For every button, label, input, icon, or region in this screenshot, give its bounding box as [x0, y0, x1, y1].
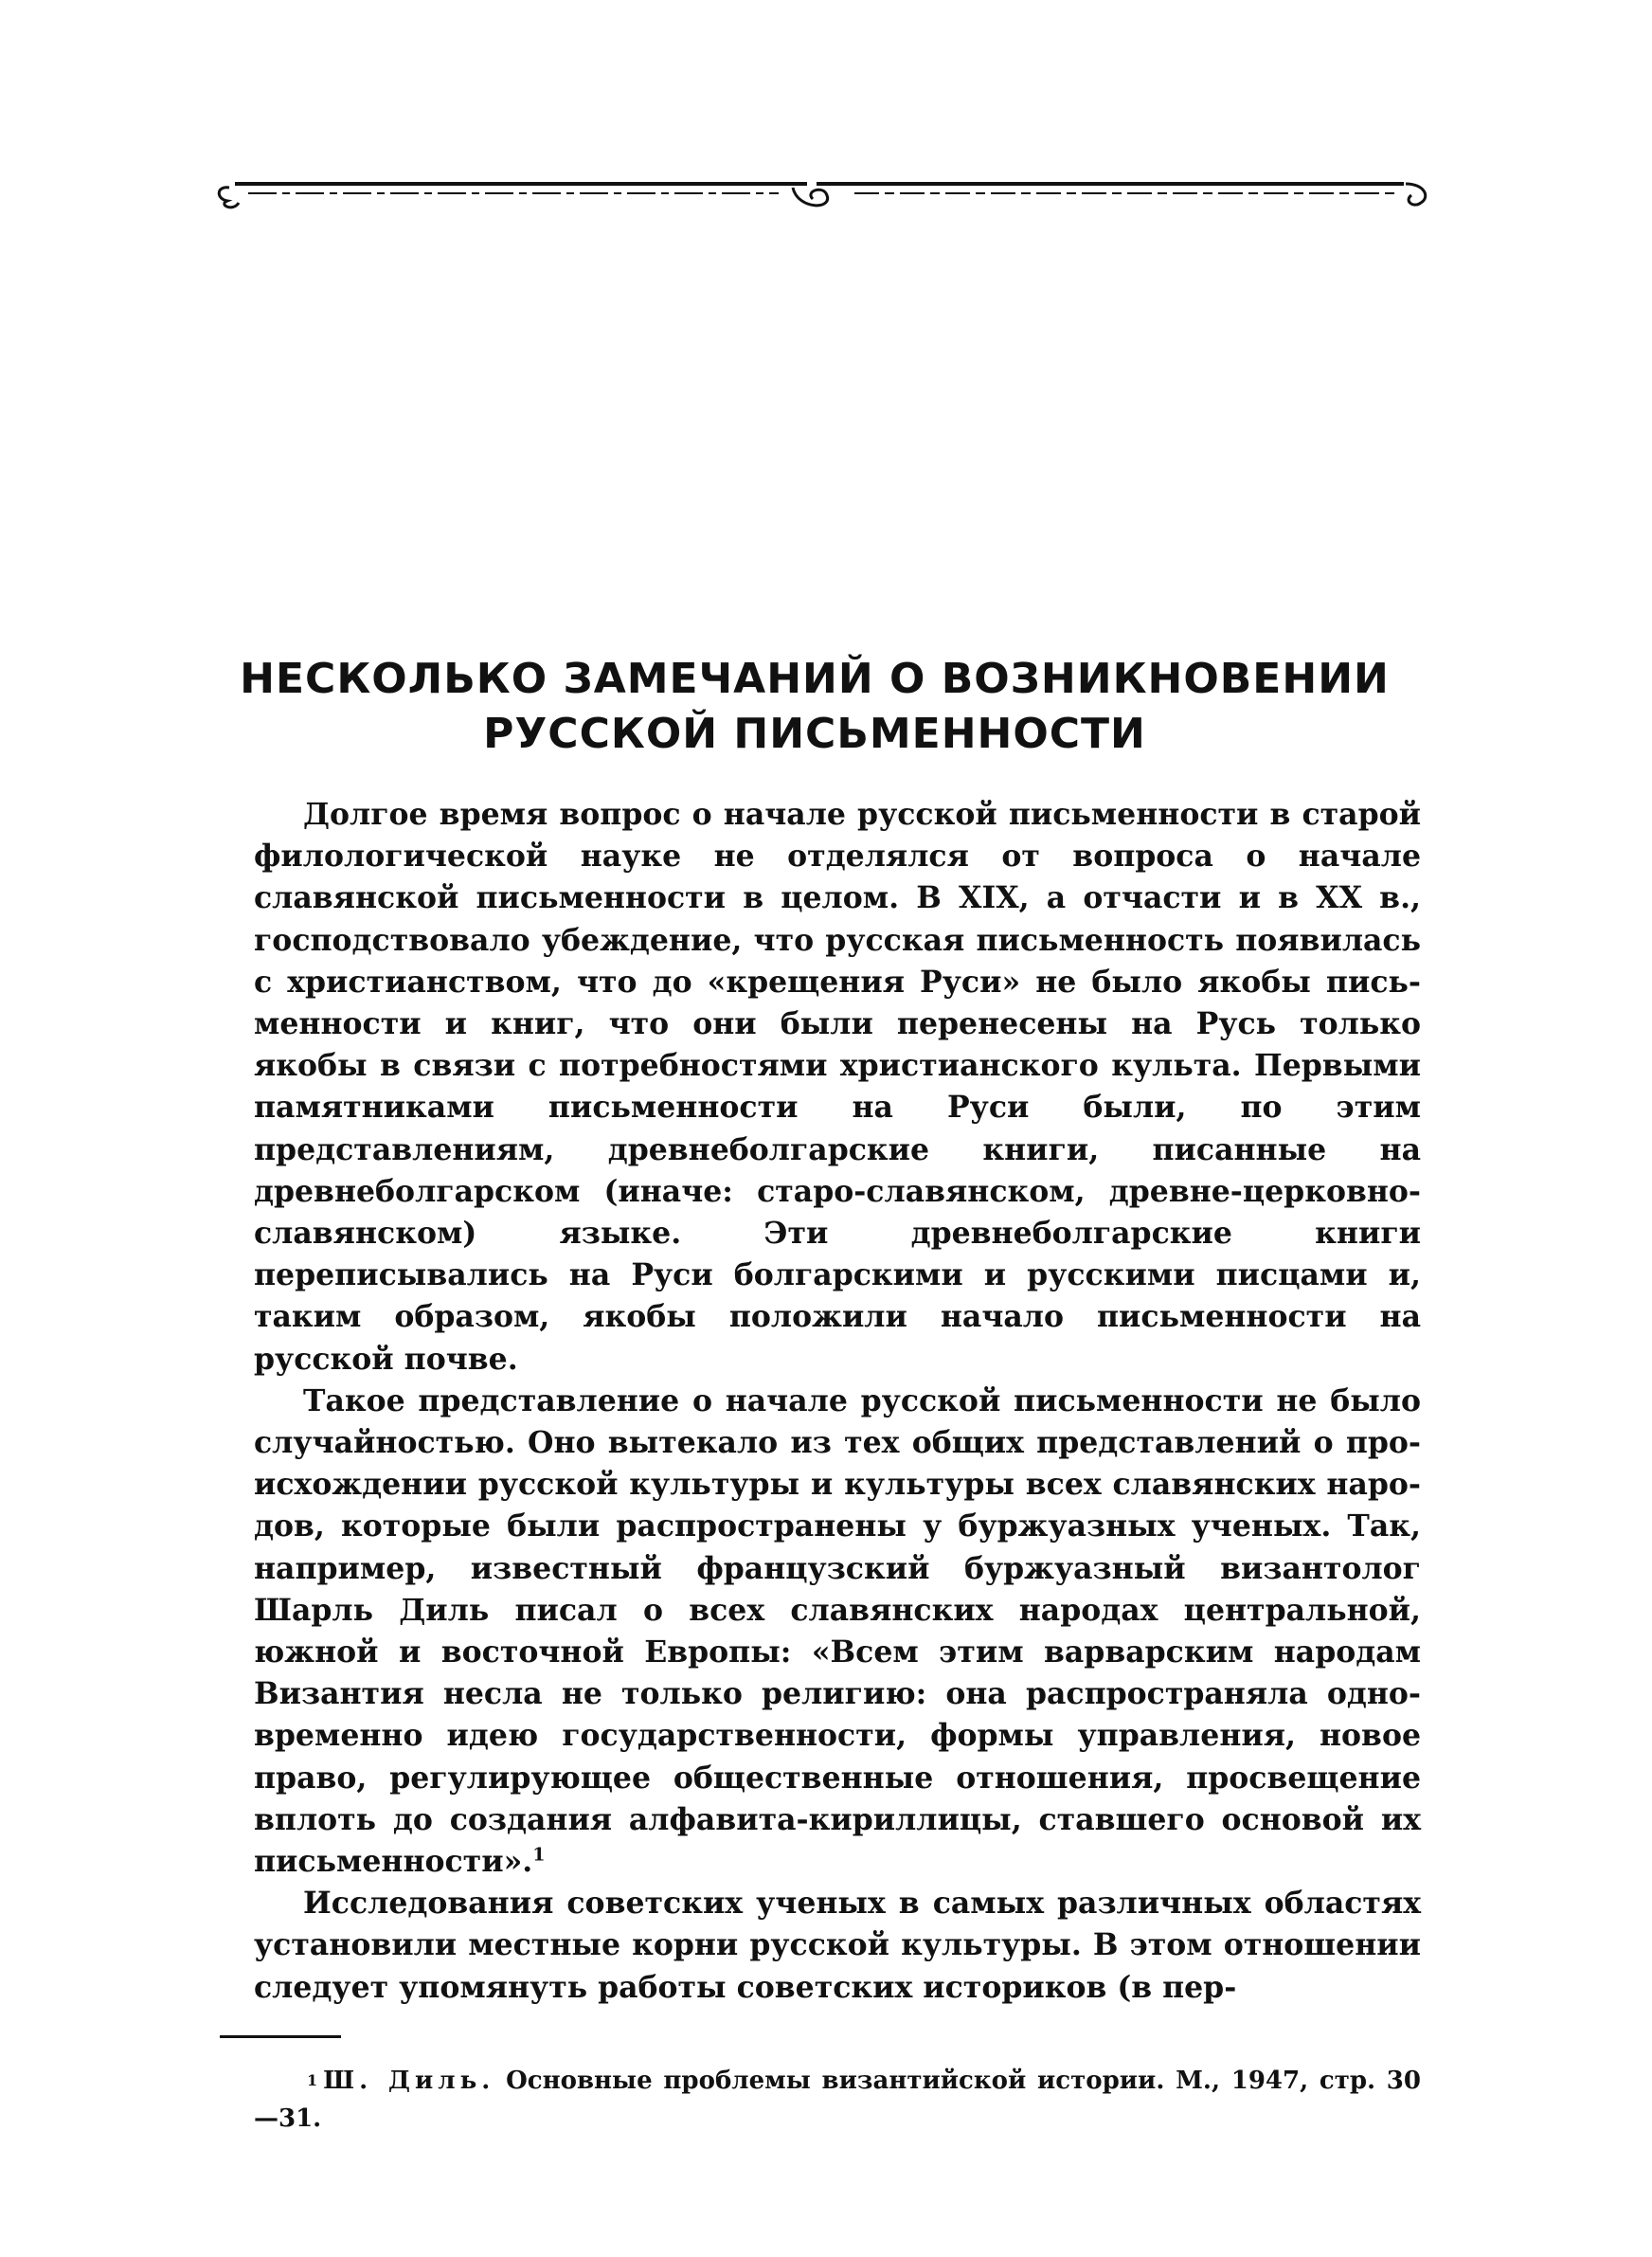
- footnote-divider: [220, 2035, 341, 2038]
- article-title-line-1: НЕСКОЛЬКО ЗАМЕЧАНИЙ О ВОЗНИКНОВЕНИИ: [240, 655, 1390, 703]
- footnote-marker: 1: [307, 2071, 318, 2089]
- footnote-reference: 1: [532, 1844, 546, 1866]
- paragraph-2: [254, 1381, 1421, 1883]
- header-ornament: [210, 163, 1440, 220]
- paragraph-3: Исследования советских ученых в самых различных областях установили местные корни русской культуры. В этом отношении следует упомянуть работы советских историков (в пер-: [254, 1886, 1421, 2005]
- paragraph-1: Долгое время вопрос о начале русской письменности в старой филологической науке не отделялся от вопроса о начале славянской письменности в целом. В XIX, а отчасти и в XX в., господствовало убеждение, что русская письменность появилась с христианством, что до «крещения Руси» не было якобы письменности и книг, что они были перенесены на Русь только якобы в связи с потребностями христианского культа. Первыми памятниками письменности на Руси были, по этим представлениям, древнеболгарские книги, писанные на древнеболгарском (иначе: старо-славянском, древне-церковно-славянском) языке. Эти древнеболгарские книги переписывались на Руси болгарскими и русскими писцами и, таким образом, якобы положили начало письменности на русской почве.: [254, 797, 1421, 1377]
- article-title: [218, 652, 1411, 762]
- article-title-line-2: РУССКОЙ ПИСЬМЕННОСТИ: [483, 710, 1146, 758]
- footnote-text: Основные проблемы византийской истории. М., 1947, стр. 30—31.: [254, 2067, 1421, 2133]
- paragraph-2-text: Такое представление о начале русской письменности не было случайностью. Оно вытекало из тех общих представлений о происхождении русской культуры и культуры всех славянских народов, которые были распространены у буржуазных ученых. Так, например, известный французский буржуазный византолог Шарль Диль писал о всех славянских народах центральной, южной и восточной Европы: «Всем этим варварским народам Византия несла не только религию: она распространяла одновременно идею государственности, формы управления, новое право, регулирующее общественные отношения, просвещение вплоть до создания алфавита-кириллицы, ставшего основой их письменности».: [254, 1382, 1421, 1880]
- article-body: [254, 794, 1421, 2009]
- footnote-author: Ш. Диль.: [323, 2067, 495, 2095]
- footnote: [254, 2062, 1421, 2138]
